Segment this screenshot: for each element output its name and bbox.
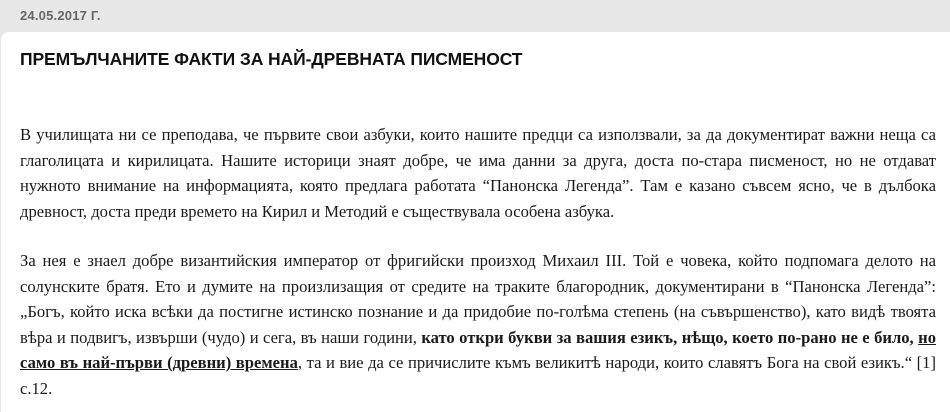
paragraph-1: В училищата ни се преподава, че първите свои азбуки, които нашите предци са използвали, за да документират важни неща са глаголицата и кирилицата. Нашите историци знаят добре, че има данни за друга, доста по-стара писменост, но не отдават нужното внимание на информацията, която предлага работата “Панонска Легенда”. Там е казано съвсем ясно, че в дълбока древност, доста преди времето на Кирил и Методий е съществувала особена азбука. xyxy=(20,125,936,221)
paragraph-2-text-1: За нея е знаел добре византийския император от фригийски произход Михаил III. Той е човека, който подпомага делото на солунските братя. Ето и думите на произлизащия от средите на траките благородник, документирани в “Панонска Легенда”: „Богъ, който иска всѣки да постигне истинско познание и да придобие по-голѣма степень (на съвършенство), като видѣ твоята вѣра и подвигъ, извърши (чудо) и сега, въ наши години, xyxy=(20,251,936,347)
paragraph-2-bold-1: като откри букви за вашия езикъ, xyxy=(421,327,678,347)
paragraph-2-underlined-text: но само въ най-първи (древни) времена xyxy=(20,327,936,372)
paragraph-2 xyxy=(20,248,936,401)
article-title: ПРЕМЪЛЧАНИТЕ ФАКТИ ЗА НАЙ-ДРЕВНАТА ПИСМЕНОСТ xyxy=(20,49,523,69)
paragraph-2-bold-2: нѣщо, което по-рано не е било, xyxy=(681,327,914,347)
paragraph-2-text-4: , та и вие да се причислите къмъ великитѣ народи, които славятъ Бога на свой езикъ.“ [1] с.12. xyxy=(20,353,936,398)
article-card xyxy=(1,32,950,412)
article-body xyxy=(20,122,936,401)
post-date: 24.05.2017 Г. xyxy=(20,8,101,23)
